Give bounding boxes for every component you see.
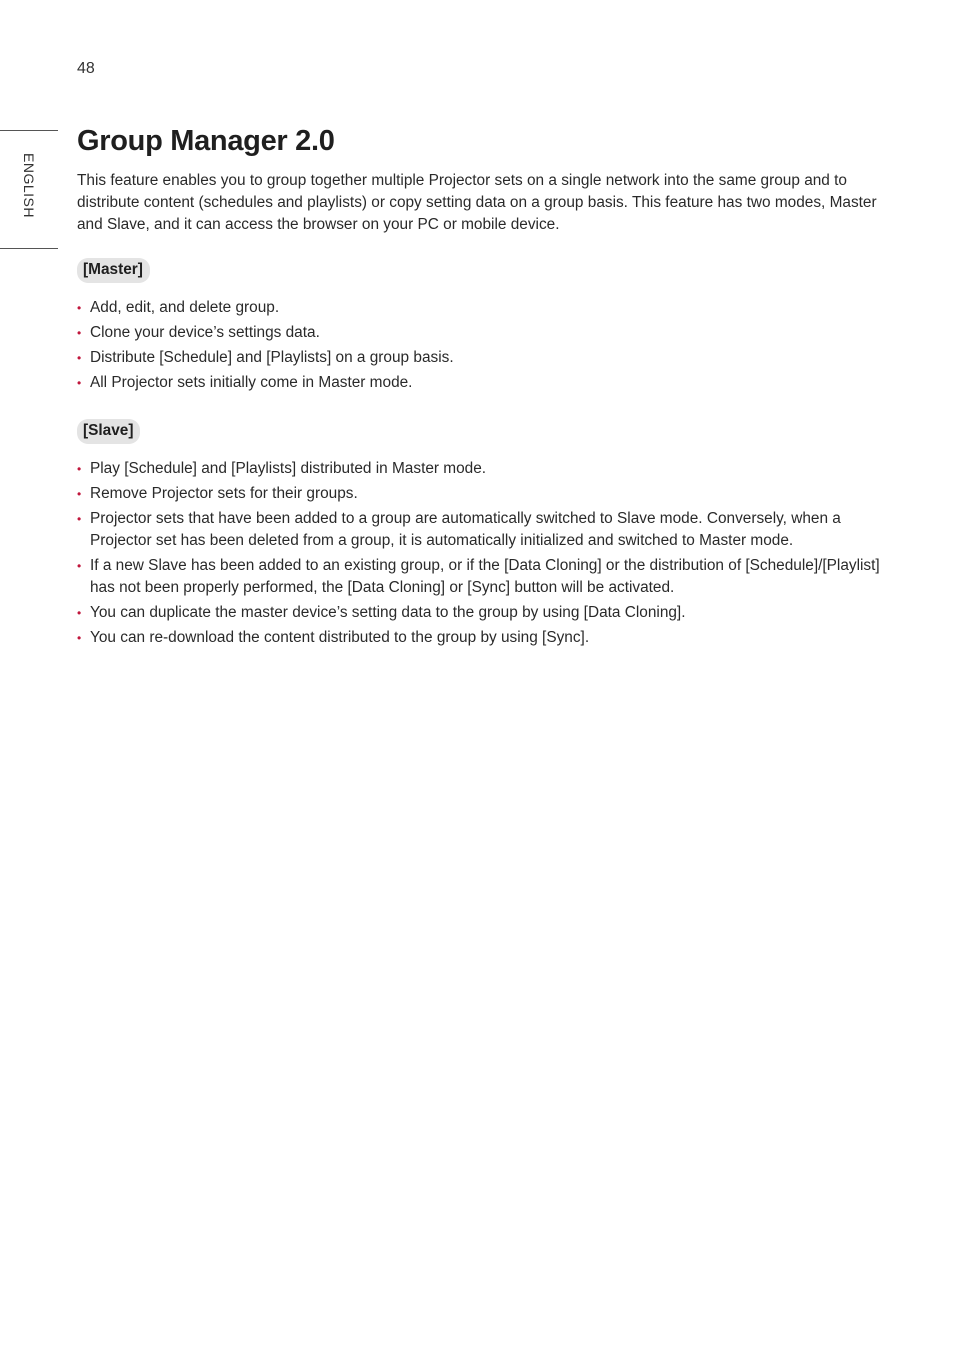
master-bullet-list	[77, 297, 903, 394]
list-item-text: Distribute [Schedule] and [Playlists] on a group basis.	[90, 349, 454, 366]
bullet-icon: •	[77, 559, 82, 573]
list-item	[77, 483, 903, 505]
list-item	[77, 372, 903, 394]
list-item	[77, 555, 903, 599]
list-item	[77, 458, 903, 480]
list-item-text: You can duplicate the master device’s setting data to the group by using [Data Cloning].	[90, 604, 686, 621]
bullet-icon: •	[77, 376, 82, 390]
bullet-icon: •	[77, 462, 82, 476]
language-label: ENGLISH	[21, 153, 37, 218]
list-item-text: Clone your device’s settings data.	[90, 324, 320, 341]
list-item-text: If a new Slave has been added to an existing group, or if the [Data Cloning] or the distribution of [Schedule]/[Playlist] has not been properly performed, the [Data Cloning] or [Sync] button will be activated.	[90, 557, 880, 596]
list-item	[77, 508, 903, 552]
list-item	[77, 627, 903, 649]
page-title: Group Manager 2.0	[77, 125, 335, 157]
master-section-label: [Master]	[77, 258, 150, 283]
list-item-text: Add, edit, and delete group.	[90, 299, 280, 316]
main-content	[77, 120, 903, 652]
list-item	[77, 347, 903, 369]
list-item-text: Remove Projector sets for their groups.	[90, 485, 358, 502]
list-item	[77, 297, 903, 319]
bullet-icon: •	[77, 326, 82, 340]
list-item	[77, 322, 903, 344]
language-side-tab	[0, 130, 58, 249]
bullet-icon: •	[77, 606, 82, 620]
slave-section-label: [Slave]	[77, 419, 140, 444]
bullet-icon: •	[77, 301, 82, 315]
intro-paragraph: This feature enables you to group together multiple Projector sets on a single network into the same group and to distribute content (schedules and playlists) or copy setting data on a group basis. This feature has two modes, Master and Slave, and it can access the browser on your PC or mobile device.	[77, 172, 877, 233]
slave-bullet-list	[77, 458, 903, 649]
list-item-text: Play [Schedule] and [Playlists] distributed in Master mode.	[90, 460, 487, 477]
bullet-icon: •	[77, 487, 82, 501]
list-item-text: You can re-download the content distributed to the group by using [Sync].	[90, 629, 590, 646]
list-item-text: All Projector sets initially come in Master mode.	[90, 374, 413, 391]
bullet-icon: •	[77, 631, 82, 645]
bullet-icon: •	[77, 351, 82, 365]
list-item	[77, 602, 903, 624]
bullet-icon: •	[77, 512, 82, 526]
list-item-text: Projector sets that have been added to a group are automatically switched to Slave mode. Conversely, when a Projector set has been deleted from a group, it is automatically initialized and switched to Master mode.	[90, 510, 841, 549]
page-number: 48	[77, 60, 95, 77]
